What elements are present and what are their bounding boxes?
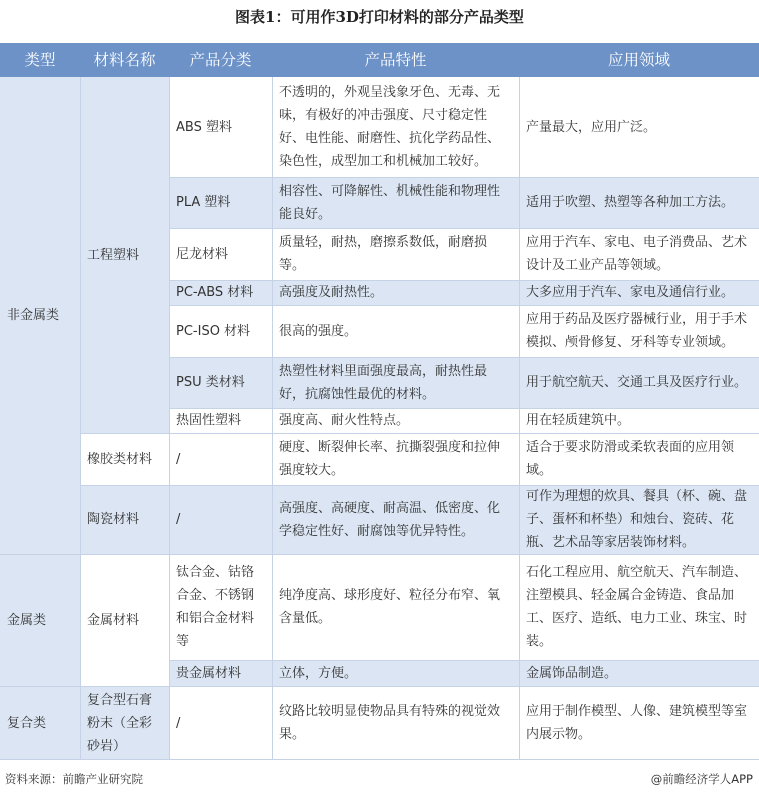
row-precious-metal-application: 金属饰品制造。 <box>519 660 759 686</box>
header-type: 类型 <box>0 43 80 77</box>
chart-title: 图表1：可用作3D打印材料的部分产品类型 <box>235 8 524 26</box>
material-rubber: 橡胶类材料 <box>80 433 169 485</box>
row-pcabs-property: 高强度及耐热性。 <box>272 280 519 305</box>
grid-line <box>169 357 759 358</box>
row-pla-category: PLA 塑料 <box>169 177 272 228</box>
material-gypsum-powder: 复合型石膏粉末（全彩砂岩） <box>80 686 169 760</box>
material-engineering-plastics: 工程塑料 <box>80 77 169 433</box>
row-psu-property: 热塑性材料里面强度最高，耐热性最好，抗腐蚀性最优的材料。 <box>272 357 519 408</box>
row-thermoset-property: 强度高、耐火性特点。 <box>272 408 519 433</box>
grid-line <box>519 77 520 760</box>
material-ceramic: 陶瓷材料 <box>80 485 169 554</box>
grid-line <box>0 686 759 687</box>
row-gypsum-property: 纹路比较明显使物品具有特殊的视觉效果。 <box>272 686 519 760</box>
row-pciso-category: PC-ISO 材料 <box>169 305 272 357</box>
source-note: 资料来源：前瞻产业研究院 <box>5 772 143 786</box>
grid-line <box>169 660 759 661</box>
row-psu-category: PSU 类材料 <box>169 357 272 408</box>
row-thermoset-category: 热固性塑料 <box>169 408 272 433</box>
row-pciso-property: 很高的强度。 <box>272 305 519 357</box>
row-abs-application: 产量最大，应用广泛。 <box>519 77 759 177</box>
row-alloys-property: 纯净度高、球形度好、粒径分布窄、氧含量低。 <box>272 554 519 660</box>
grid-line <box>0 554 759 555</box>
type-composite: 复合类 <box>0 686 80 760</box>
row-pciso-application: 应用于药品及医疗器械行业，用于手术模拟、颅骨修复、牙科等专业领域。 <box>519 305 759 357</box>
grid-line <box>169 305 759 306</box>
header-material-name: 材料名称 <box>80 43 169 77</box>
header-product-category: 产品分类 <box>169 43 272 77</box>
row-nylon-property: 质量轻，耐热，磨擦系数低，耐磨损等。 <box>272 228 519 280</box>
row-ceramic-application: 可作为理想的炊具、餐具（杯、碗、盘子、蛋杯和杯垫）和烛台、瓷砖、花瓶、艺术品等家居装饰材料。 <box>519 485 759 554</box>
grid-line <box>0 759 759 760</box>
row-pla-property: 相容性、可降解性、机械性能和物理性能良好。 <box>272 177 519 228</box>
grid-line <box>169 177 759 178</box>
row-psu-application: 用于航空航天、交通工具及医疗行业。 <box>519 357 759 408</box>
material-metal: 金属材料 <box>80 554 169 686</box>
row-ceramic-property: 高强度、高硬度、耐高温、低密度、化学稳定性好、耐腐蚀等优异特性。 <box>272 485 519 554</box>
row-precious-metal-category: 贵金属材料 <box>169 660 272 686</box>
row-ceramic-category: / <box>169 485 272 554</box>
row-rubber-property: 硬度、断裂伸长率、抗撕裂强度和拉伸强度较大。 <box>272 433 519 485</box>
row-abs-category: ABS 塑料 <box>169 77 272 177</box>
row-thermoset-application: 用在轻质建筑中。 <box>519 408 759 433</box>
row-gypsum-category: / <box>169 686 272 760</box>
grid-line <box>80 485 759 486</box>
row-alloys-category: 钛合金、钴铬合金、不锈钢和铝合金材料等 <box>169 554 272 660</box>
row-precious-metal-property: 立体，方便。 <box>272 660 519 686</box>
grid-line <box>169 280 759 281</box>
row-rubber-application: 适合于要求防滑或柔软表面的应用领域。 <box>519 433 759 485</box>
row-rubber-category: / <box>169 433 272 485</box>
header-application-field: 应用领域 <box>519 43 759 77</box>
grid-line <box>80 77 81 760</box>
row-nylon-application: 应用于汽车、家电、电子消费品、艺术设计及工业产品等领域。 <box>519 228 759 280</box>
row-alloys-application: 石化工程应用、航空航天、汽车制造、注塑模具、轻金属合金铸造、食品加工、医疗、造纸、电力工业、珠宝、时装。 <box>519 554 759 660</box>
header-product-properties: 产品特性 <box>272 43 519 77</box>
credit-note: @前瞻经济学人APP <box>650 772 753 786</box>
row-nylon-category: 尼龙材料 <box>169 228 272 280</box>
row-pcabs-category: PC-ABS 材料 <box>169 280 272 305</box>
type-metal: 金属类 <box>0 554 80 686</box>
row-abs-property: 不透明的，外观呈浅象牙色、无毒、无味，有极好的冲击强度、尺寸稳定性好、电性能、耐磨性、抗化学药品性、染色性，成型加工和机械加工较好。 <box>272 77 519 177</box>
grid-line <box>169 228 759 229</box>
grid-line <box>80 433 759 434</box>
grid-line <box>169 77 170 760</box>
grid-line <box>272 77 273 760</box>
row-pla-application: 适用于吹塑、热塑等各种加工方法。 <box>519 177 759 228</box>
row-gypsum-application: 应用于制作模型、人像、建筑模型等室内展示物。 <box>519 686 759 760</box>
type-nonmetal: 非金属类 <box>0 77 80 554</box>
materials-table <box>0 43 759 760</box>
row-pcabs-application: 大多应用于汽车、家电及通信行业。 <box>519 280 759 305</box>
grid-line <box>169 408 759 409</box>
